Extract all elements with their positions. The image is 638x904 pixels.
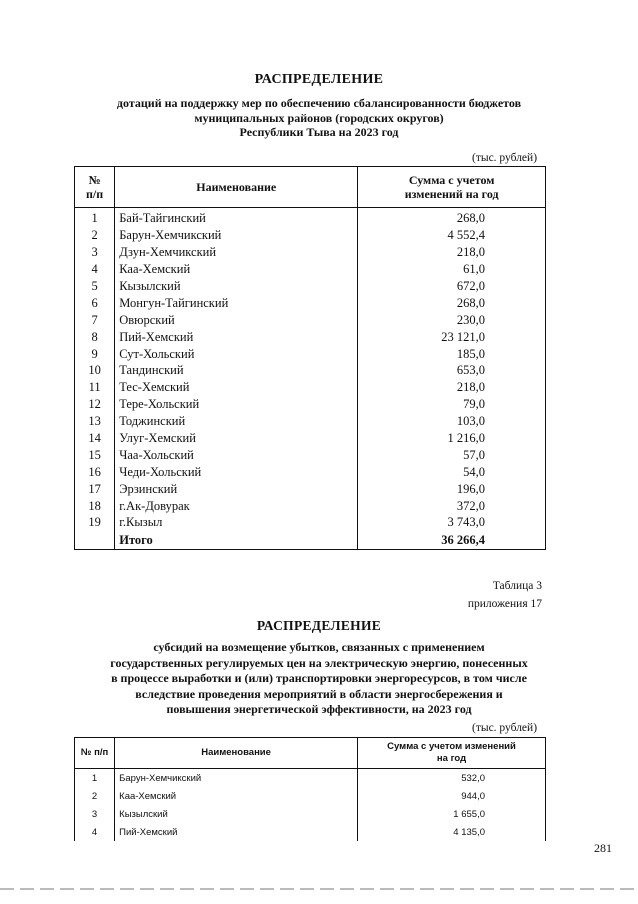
table1-subtitle-line-1: дотаций на поддержку мер по обеспечению сбалансированности бюджетов — [116, 96, 522, 110]
table1-subtitle-line-3: Республики Тыва на 2023 год — [239, 125, 399, 139]
table1-cell-num: 9 — [75, 345, 115, 362]
table1-row — [75, 244, 546, 261]
table1-cell-name: Кызылский — [115, 278, 358, 295]
table2-cell-num: 1 — [75, 769, 115, 788]
table1-cell-sum: 54,0 — [358, 463, 546, 480]
table1-cell-sum: 1 216,0 — [358, 430, 546, 447]
table2-subtitle-line-3: в процессе выработки и (или) транспортировки энергоресурсов, в том числе — [111, 671, 527, 685]
scan-edge-artifact — [0, 885, 638, 893]
table1-cell-sum: 218,0 — [358, 379, 546, 396]
table1-cell-sum: 268,0 — [358, 294, 546, 311]
table1-cell-sum: 218,0 — [358, 244, 546, 261]
table2-cell-name: Кызылский — [115, 805, 358, 823]
table1-cell-sum: 653,0 — [358, 362, 546, 379]
table1-cell-name: Овюрский — [115, 311, 358, 328]
table2-cell-sum: 532,0 — [358, 769, 546, 788]
table1-cell-num: 4 — [75, 261, 115, 278]
table1-cell-sum: 103,0 — [358, 413, 546, 430]
table2-col-num-header: № п/п — [75, 738, 115, 769]
table2-caption-line2: приложения 17 — [467, 598, 542, 610]
table2-row — [75, 823, 546, 841]
table1-col-name-header: Наименование — [115, 167, 358, 208]
table1-total-row — [75, 531, 546, 550]
table1-cell-num: 19 — [75, 514, 115, 531]
table1-cell-num: 18 — [75, 497, 115, 514]
table1-col-sum-line1: Сумма с учетом — [408, 173, 495, 187]
table2-cell-name: Барун-Хемчикский — [115, 769, 358, 788]
table1-total-sum: 36 266,4 — [358, 531, 546, 550]
table1-cell-name: Сут-Хольский — [115, 345, 358, 362]
table1-cell-name: г.Ак-Довурак — [115, 497, 358, 514]
table2-body — [75, 769, 546, 842]
table1-total-num-cell — [75, 531, 115, 550]
table2-data-table — [74, 737, 546, 841]
table1-row — [75, 294, 546, 311]
table1-cell-num: 10 — [75, 362, 115, 379]
table1-row — [75, 362, 546, 379]
table1-cell-num: 11 — [75, 379, 115, 396]
table1-row — [75, 227, 546, 244]
table1-cell-sum: 268,0 — [358, 208, 546, 227]
table1-cell-num: 13 — [75, 413, 115, 430]
table2-cell-name: Пий-Хемский — [115, 823, 358, 841]
table2-cell-sum: 1 655,0 — [358, 805, 546, 823]
table2-heading: РАСПРЕДЕЛЕНИЕ — [256, 618, 382, 633]
table1-cell-num: 15 — [75, 446, 115, 463]
table1-cell-num: 16 — [75, 463, 115, 480]
table2-col-sum-line2: на год — [436, 753, 467, 764]
table1-row — [75, 497, 546, 514]
table1-cell-num: 2 — [75, 227, 115, 244]
table1-data-table — [74, 166, 546, 550]
table1-subtitle — [0, 96, 638, 140]
table1-cell-num: 14 — [75, 430, 115, 447]
table1-cell-name: Тоджинский — [115, 413, 358, 430]
table1-row — [75, 430, 546, 447]
table1-cell-name: Дзун-Хемчикский — [115, 244, 358, 261]
table1-cell-num: 6 — [75, 294, 115, 311]
table1-cell-sum: 230,0 — [358, 311, 546, 328]
table2-row — [75, 805, 546, 823]
table1-row — [75, 446, 546, 463]
table1-cell-name: Каа-Хемский — [115, 261, 358, 278]
table1-cell-sum: 672,0 — [358, 278, 546, 295]
table1-cell-name: Чеди-Хольский — [115, 463, 358, 480]
table1-cell-name: Бай-Тайгинский — [115, 208, 358, 227]
table1-cell-num: 7 — [75, 311, 115, 328]
table2-caption-line1: Таблица 3 — [492, 580, 542, 592]
table1-row — [75, 514, 546, 531]
table1-row — [75, 278, 546, 295]
table1-cell-num: 3 — [75, 244, 115, 261]
table1-cell-sum: 196,0 — [358, 480, 546, 497]
table2-cell-sum: 4 135,0 — [358, 823, 546, 841]
table1-cell-sum: 3 743,0 — [358, 514, 546, 531]
table1-cell-sum: 79,0 — [358, 396, 546, 413]
table1-cell-name: Чаа-Хольский — [115, 446, 358, 463]
table1-row — [75, 379, 546, 396]
table1-cell-sum: 23 121,0 — [358, 328, 546, 345]
table1-row — [75, 328, 546, 345]
table2-cell-num: 3 — [75, 805, 115, 823]
table1-cell-name: Барун-Хемчикский — [115, 227, 358, 244]
table1-row — [75, 480, 546, 497]
table2-cell-num: 4 — [75, 823, 115, 841]
table2-col-sum-header — [358, 738, 546, 769]
table1-col-sum-header — [358, 167, 546, 208]
table2-subtitle — [0, 640, 638, 718]
table2-cell-sum: 944,0 — [358, 787, 546, 805]
table2-subtitle-line-4: вследствие проведения мероприятий в области энергосбережения и — [135, 686, 503, 701]
table1-cell-name: Пий-Хемский — [115, 328, 358, 345]
table2-cell-name: Каа-Хемский — [115, 787, 358, 805]
table1-cell-num: 17 — [75, 480, 115, 497]
table1-cell-sum: 372,0 — [358, 497, 546, 514]
table1-cell-name: Эрзинский — [115, 480, 358, 497]
table1-total-label: Итого — [115, 531, 358, 550]
table2-cell-num: 2 — [75, 787, 115, 805]
table1-col-sum-line2: изменений на год — [404, 187, 499, 201]
table1-row — [75, 396, 546, 413]
table2-col-name-header: Наименование — [115, 738, 358, 769]
table1-subtitle-line-2: муниципальных районов (городских округов) — [194, 110, 444, 125]
table1-cell-sum: 61,0 — [358, 261, 546, 278]
table1-col-num-line1: № — [88, 173, 101, 187]
table1-cell-num: 8 — [75, 328, 115, 345]
table2-row — [75, 769, 546, 788]
table1-cell-name: Тере-Хольский — [115, 396, 358, 413]
table1-cell-sum: 185,0 — [358, 345, 546, 362]
table1-row — [75, 463, 546, 480]
table1-cell-num: 1 — [75, 208, 115, 227]
table1-body — [75, 208, 546, 531]
table1-col-num-header — [75, 167, 115, 208]
table1-row — [75, 208, 546, 227]
table2-subtitle-line-2: государственных регулируемых цен на электрическую энергию, понесенных — [110, 655, 528, 670]
table1-cell-name: Улуг-Хемский — [115, 430, 358, 447]
table1-row — [75, 261, 546, 278]
table1-cell-num: 12 — [75, 396, 115, 413]
table2-units: (тыс. рублей) — [472, 722, 538, 734]
table2-subtitle-line-1: субсидий на возмещение убытков, связанных с применением — [153, 640, 485, 654]
table1-row — [75, 311, 546, 328]
table1-row — [75, 345, 546, 362]
table1-cell-name: Монгун-Тайгинский — [115, 294, 358, 311]
table1-units: (тыс. рублей) — [472, 152, 538, 164]
page-number: 281 — [594, 841, 612, 855]
table1-cell-num: 5 — [75, 278, 115, 295]
table2-header-row — [75, 738, 546, 769]
table1-cell-sum: 4 552,4 — [358, 227, 546, 244]
table1-cell-sum: 57,0 — [358, 446, 546, 463]
table1-cell-name: Тес-Хемский — [115, 379, 358, 396]
table1-col-num-line2: п/п — [86, 187, 104, 201]
table1-cell-name: г.Кызыл — [115, 514, 358, 531]
table1-cell-name: Тандинский — [115, 362, 358, 379]
table1-header-row — [75, 167, 546, 208]
table1-row — [75, 413, 546, 430]
table2-col-sum-line1: Сумма с учетом изменений — [387, 741, 516, 752]
table2-row — [75, 787, 546, 805]
table2-subtitle-line-5: повышения энергетической эффективности, на 2023 год — [166, 702, 472, 716]
table1-heading: РАСПРЕДЕЛЕНИЕ — [254, 72, 384, 87]
